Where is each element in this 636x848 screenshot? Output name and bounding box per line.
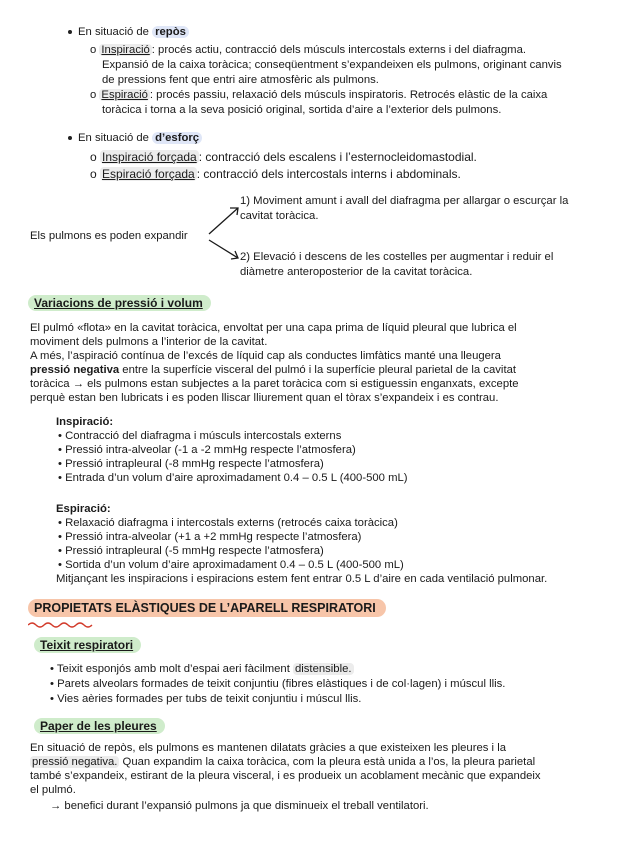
text: : contracció dels escalens i l’esternocleidomastodial. [198, 150, 477, 164]
item-text: Pressió intra-alveolar (-1 a -2 mmHg respecte l’atmosfera) [65, 444, 356, 456]
para-1-line-1: El pulmó «flota» en la cavitat toràcica, envoltat per una capa prima de líquid pleural que lubrica el [30, 322, 517, 334]
heading-text: PROPIETATS ELÀSTIQUES DE L’APARELL RESPIRATORI [28, 599, 386, 617]
inspiracio-title [56, 416, 113, 430]
branch-arrows [206, 200, 242, 270]
teixit-item: • Teixit esponjós amb molt d’espai aeri fàcilment distensible. [50, 663, 352, 675]
key-term: repòs [152, 26, 189, 38]
bullet-text: En situació de [78, 132, 153, 144]
para-2-line-2 [30, 364, 516, 378]
item-text: Sortida d’un volum d’aire aproximadament 0.4 – 0.5 L (400-500 mL) [65, 559, 404, 571]
item-text: Vies aèries formades per tubs de teixit conjuntiu i múscul llis. [57, 693, 362, 705]
bullet-dot [68, 136, 72, 140]
term-inspiracio: Inspiració [101, 44, 150, 56]
title-text: Espiració [56, 503, 107, 515]
teixit-item: • Vies aèries formades per tubs de teixit conjuntiu i múscul llis. [50, 693, 362, 705]
key-term: d’esforç [152, 132, 202, 144]
arrow-down [209, 240, 238, 258]
inspiracio-forcada-line: o Inspiració forçada : contracció dels escalens i l’esternocleidomastodial. [90, 150, 477, 164]
item-text: Entrada d’un volum d’aire aproximadament 0.4 – 0.5 L (400-500 mL) [65, 472, 408, 484]
inspiracio-line-2: Expansió de la caixa toràcica; conseqüentment s’expandeixen els pulmons, originant canvis [102, 59, 562, 71]
item-text: Pressió intrapleural (-8 mmHg respecte l’atmosfera) [65, 458, 324, 470]
heading-text: Paper de les pleures [34, 718, 165, 734]
arrow-up [209, 208, 238, 234]
inspiracio-line-3: de pressions fent que entri aire atmosfèric als pulmons. [102, 74, 379, 86]
text: : contracció dels intercostals interns i abdominals. [196, 167, 461, 181]
option-1-line-1: 1) Moviment amunt i avall del diafragma per allargar o escurçar la [240, 195, 569, 207]
pleures-line-2 [30, 756, 535, 770]
esp-item: • Pressió intrapleural (-5 mmHg respecte l’atmosfera) [58, 545, 324, 557]
esp-item: • Relaxació diafragma i intercostals externs (retrocés caixa toràcica) [58, 517, 398, 529]
esp-item: • Pressió intra-alveolar (+1 a +2 mmHg respecte l’atmosfera) [58, 531, 362, 543]
insp-item: • Pressió intrapleural (-8 mmHg respecte l’atmosfera) [58, 458, 324, 470]
pleures-arrow-line: → benefici durant l’expansió pulmons ja que disminueix el treball ventilatori. [50, 800, 429, 812]
highlight-term: pressió negativa. [32, 756, 118, 768]
teixit-heading [34, 638, 141, 652]
text: Quan expandim la caixa toràcica, com la pleura està unida a l’os, la pleura parietal [119, 756, 536, 768]
insp-item: • Entrada d’un volum d’aire aproximadament 0.4 – 0.5 L (400-500 mL) [58, 472, 408, 484]
term-espiracio: Espiració [101, 89, 148, 101]
key-term: pressió negativa [30, 364, 120, 376]
text: : procés passiu, relaxació dels músculs inspiratoris. Retrocés elàstic de la caixa [149, 89, 548, 101]
espiracio-line-2: toràcica i torna a la seva posició original, sortida d’aire a l’exterior dels pulmons. [102, 104, 502, 116]
title-text: Inspiració [56, 416, 110, 428]
closing-line: Mitjançant les inspiracions i espiracions estem fent entrar 0.5 L d’aire en cada ventilació pulmonar. [56, 573, 548, 585]
propietats-heading [28, 600, 386, 616]
option-2-line-2: diàmetre anteroposterior de la cavitat toràcica. [240, 266, 473, 278]
text: entre la superfície visceral del pulmó i la superfície pleural parietal de la cavitat [119, 364, 517, 376]
para-2-line-3: toràcica → els pulmons estan subjectes a la paret toràcica com si estiguessin enganxats, excepte [30, 378, 519, 390]
term-espiracio-forcada: Espiració forçada [102, 167, 195, 181]
expand-label: Els pulmons es poden expandir [30, 230, 188, 242]
item-text: Pressió intra-alveolar (+1 a +2 mmHg respecte l’atmosfera) [65, 531, 362, 543]
pleures-line-3: també s’expandeix, estirant de la pleura visceral, i es produeix un acoblament mecànic que expandeix [30, 770, 541, 782]
esp-item: • Sortida d’un volum d’aire aproximadament 0.4 – 0.5 L (400-500 mL) [58, 559, 404, 571]
heading-text: Variacions de pressió i volum [28, 295, 211, 311]
item-text: Contracció del diafragma i músculs intercostals externs [65, 430, 342, 442]
wave-path [28, 623, 92, 627]
item-text: Relaxació diafragma i intercostals externs (retrocés caixa toràcica) [65, 517, 398, 529]
term-inspiracio-forcada: Inspiració forçada [102, 150, 197, 164]
text: : procés actiu, contracció dels músculs intercostals externs i del diafragma. [151, 44, 526, 56]
option-2-line-1: 2) Elevació i descens de les costelles per augmentar i reduir el [240, 251, 554, 263]
pleures-heading [34, 719, 165, 733]
heading-text: Teixit respiratori [34, 637, 141, 653]
option-1-line-2: cavitat toràcica. [240, 210, 319, 222]
variacions-heading [28, 296, 211, 310]
inspiracio-line-1: o Inspiració : procés actiu, contracció dels músculs intercostals externs i del diafragma. [90, 44, 526, 56]
teixit-item: • Parets alveolars formades de teixit conjuntiu (fibres elàstiques i de col·lagen) i múscul llis. [50, 678, 506, 690]
highlight-term: distensible. [294, 663, 352, 675]
para-2-line-4: perquè estan ben lubricats i es poden lliscar lliurement quan el tòrax s’expandeix i es contrau. [30, 392, 499, 404]
bullet-repos [68, 26, 189, 40]
para-1-line-2: moviment dels pulmons a l’interior de la cavitat. [30, 336, 268, 348]
colon: : [106, 503, 111, 515]
bullet-dot [68, 30, 72, 34]
para-2-line-1: A més, l’aspiració contínua de l’excés de líquid cap als conductes limfàtics manté una lleugera [30, 350, 501, 362]
insp-item: • Pressió intra-alveolar (-1 a -2 mmHg respecte l’atmosfera) [58, 444, 356, 456]
bullet-text: En situació de [78, 26, 153, 38]
item-text: Pressió intrapleural (-5 mmHg respecte l’atmosfera) [65, 545, 324, 557]
bullet-esforc [68, 132, 202, 146]
espiracio-forcada-line: o Espiració forçada : contracció dels intercostals interns i abdominals. [90, 167, 461, 181]
pleures-line-1: En situació de repòs, els pulmons es mantenen dilatats gràcies a que existeixen les pleures i la [30, 742, 506, 754]
espiracio-line-1: o Espiració : procés passiu, relaxació dels músculs inspiratoris. Retrocés elàstic de la caixa [90, 89, 548, 101]
espiracio-title [56, 503, 111, 517]
wavy-underline [28, 621, 98, 629]
colon: : [109, 416, 114, 428]
pleures-line-4: el pulmó. [30, 784, 76, 796]
item-text: Parets alveolars formades de teixit conjuntiu (fibres elàstiques i de col·lagen) i múscul llis. [57, 678, 506, 690]
item-text: Teixit esponjós amb molt d’espai aeri fàcilment [56, 663, 293, 675]
insp-item: • Contracció del diafragma i músculs intercostals externs [58, 430, 342, 442]
